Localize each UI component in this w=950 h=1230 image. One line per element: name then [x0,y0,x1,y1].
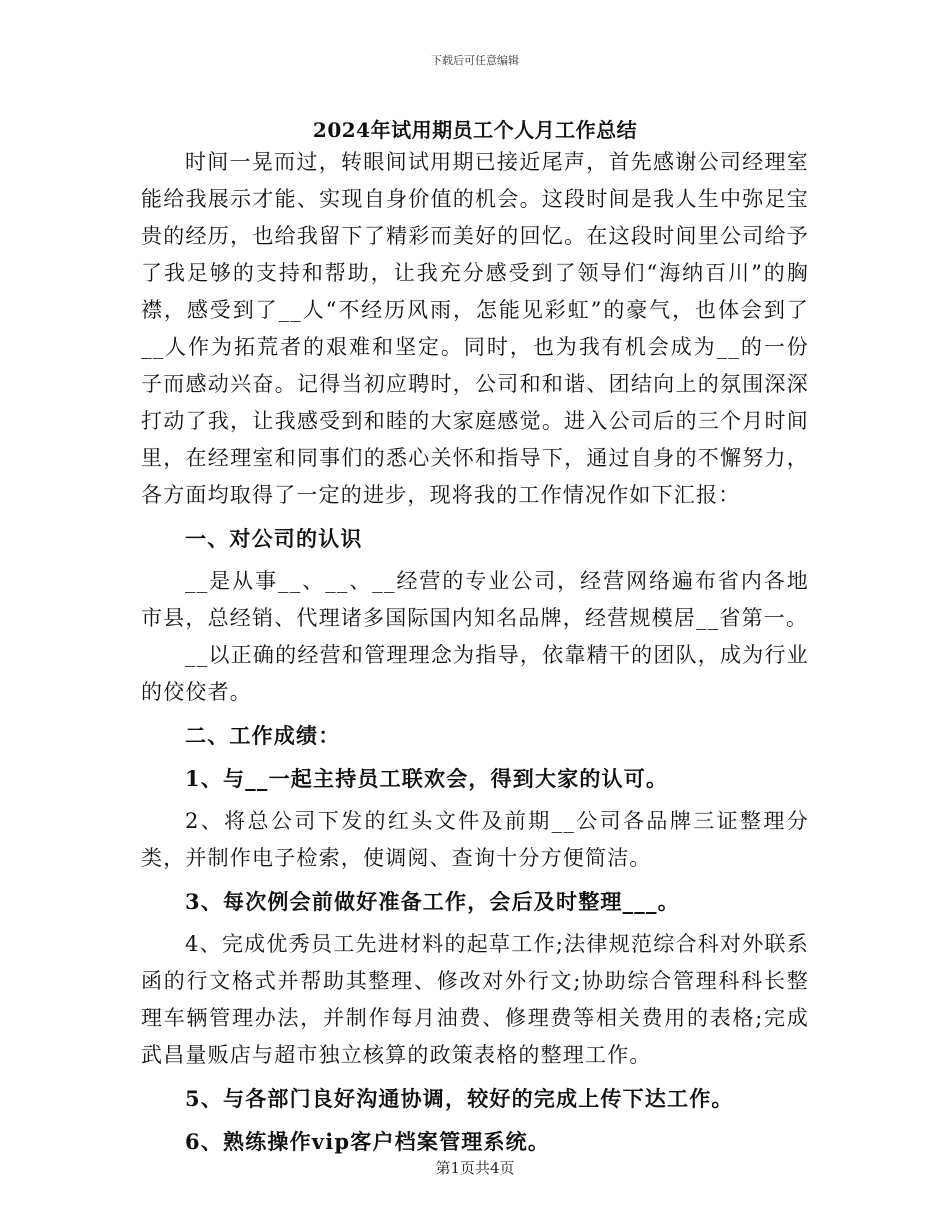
intro-paragraph: 时间一晃而过，转眼间试用期已接近尾声，首先感谢公司经理室能给我展示才能、实现自身价值的机会。这段时间是我人生中弥足宝贵的经历，也给我留下了精彩而美好的回忆。在这段时间里公司给予了我足够的支持和帮助，让我充分感受到了领导们“海纳百川”的胸襟，感受到了__人“不经历风雨，怎能见彩虹”的豪气，也体会到了__人作为拓荒者的艰难和坚定。同时，也为我有机会成为__的一份子而感动兴奋。记得当初应聘时，公司和和谐、团结向上的氛围深深打动了我，让我感受到和睦的大家庭感觉。进入公司后的三个月时间里，在经理室和同事们的悉心关怀和指导下，通过自身的不懈努力，各方面均取得了一定的进步，现将我的工作情况作如下汇报： [141,150,809,507]
achievement-item-4: 4、完成优秀员工先进材料的起草工作;法律规范综合科对外联系函的行文格式并帮助其整理、修改对外行文;协助综合管理科科长整理车辆管理办法，并制作每月油费、修理费等相关费用的表格;完成武昌量贩店与超市独立核算的政策表格的整理工作。 [141,932,809,1067]
achievement-item-1: 1、与__一起主持员工联欢会，得到大家的认可。 [185,766,669,791]
achievement-item-2: 2、将总公司下发的红头文件及前期__公司各品牌三证整理分类，并制作电子检索，使调阅、查询十分方便简洁。 [141,809,809,870]
page-number-footer: 第1页共4页 [435,1159,515,1177]
achievement-item-6: 6、熟练操作vip客户档案管理系统。 [185,1129,551,1154]
achievement-item-3: 3、每次例会前做好准备工作，会后及时整理___。 [185,889,680,914]
company-paragraph-1: __是从事__、__、__经营的专业公司，经营网络遍布省内各地市县，总经销、代理诸多国际国内知名品牌，经营规模居__省第一。 [141,569,809,630]
section-heading-company: 一、对公司的认识 [185,526,363,551]
document-title: 2024年试用期员工个人月工作总结 [312,118,638,142]
achievement-item-5: 5、与各部门良好沟通协调，较好的完成上传下达工作。 [185,1086,734,1111]
company-paragraph-2: __以正确的经营和管理理念为指导，依靠精干的团队，成为行业的佼佼者。 [141,643,809,704]
page-header-note: 下载后可任意编辑 [431,54,519,67]
document-body [141,144,809,1160]
section-heading-achievements: 二、工作成绩： [185,723,341,748]
